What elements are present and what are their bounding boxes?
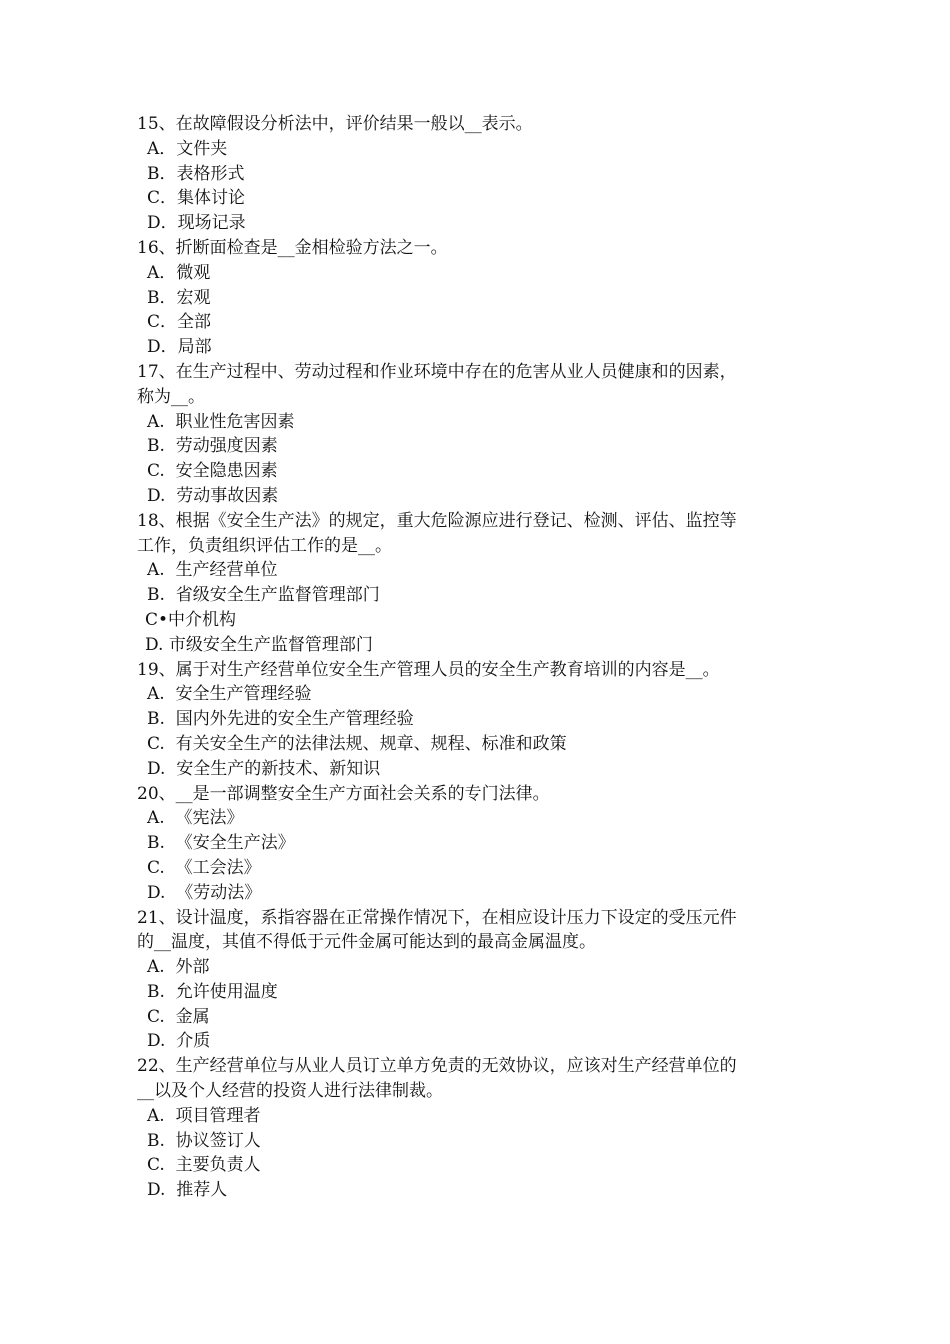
q17-option-d: D. 劳动事故因素 <box>147 485 279 506</box>
q16-option-c: C．全部 <box>147 312 212 333</box>
question-21-stem-line-1: 21、设计温度，系指容器在正常操作情况下，在相应设计压力下设定的受压元件 <box>137 907 737 928</box>
q19-option-d: D. 安全生产的新技术、新知识 <box>147 758 381 779</box>
question-21-stem-line-2: 的__温度，其值不得低于元件金属可能达到的最高金属温度。 <box>137 932 596 953</box>
q17-option-c: C. 安全隐患因素 <box>147 461 278 482</box>
question-18-stem-line-2: 工作，负责组织评估工作的是__。 <box>137 535 392 556</box>
q18-option-d: D. 市级安全生产监督管理部门 <box>145 634 373 655</box>
q15-option-c: C．集体讨论 <box>147 188 246 209</box>
q21-option-d: D. 介质 <box>147 1031 211 1052</box>
q17-option-b: B. 劳动强度因素 <box>147 436 278 457</box>
q22-option-a: A. 项目管理者 <box>147 1105 261 1126</box>
q22-option-b: B. 协议签订人 <box>147 1130 261 1151</box>
q16-option-d: D．局部 <box>147 337 212 358</box>
question-22-stem-line-1: 22、生产经营单位与从业人员订立单方免责的无效协议，应该对生产经营单位的 <box>137 1056 737 1077</box>
q20-option-a: A. 《宪法》 <box>147 808 244 829</box>
q19-option-c: C. 有关安全生产的法律法规、规章、规程、标准和政策 <box>147 733 567 754</box>
q15-option-d: D．现场记录 <box>147 213 246 234</box>
question-18-stem-line-1: 18、根据《安全生产法》的规定，重大危险源应进行登记、检测、评估、监控等 <box>137 510 737 531</box>
q22-option-d: D. 推荐人 <box>147 1180 228 1201</box>
q21-option-a: A. 外部 <box>147 957 210 978</box>
question-17-stem-line-1: 17、在生产过程中、劳动过程和作业环境中存在的危害从业人员健康和的因素， <box>137 361 737 382</box>
q16-option-b: B．宏观 <box>147 287 211 308</box>
q19-option-a: A. 安全生产管理经验 <box>147 684 312 705</box>
question-15-stem: 15、在故障假设分析法中，评价结果一般以__表示。 <box>137 114 533 134</box>
q15-option-a: A．文件夹 <box>147 138 228 159</box>
q21-option-c: C. 金属 <box>147 1006 210 1027</box>
q17-option-a: A. 职业性危害因素 <box>147 411 295 432</box>
question-22-stem-line-2: __以及个人经营的投资人进行法律制裁。 <box>137 1081 443 1102</box>
q16-option-a: A．微观 <box>147 262 211 283</box>
q20-option-c: C. 《工会法》 <box>147 857 261 878</box>
q21-option-b: B. 允许使用温度 <box>147 981 278 1002</box>
q20-option-b: B. 《安全生产法》 <box>147 833 295 854</box>
question-20-stem: 20、__是一部调整安全生产方面社会关系的专门法律。 <box>137 783 550 804</box>
q18-option-a: A. 生产经营单位 <box>147 560 278 581</box>
q18-option-b: B. 省级安全生产监督管理部门 <box>147 585 380 606</box>
question-16-stem: 16、折断面检查是__金相检验方法之一。 <box>137 237 448 258</box>
q22-option-c: C. 主要负责人 <box>147 1155 261 1176</box>
question-19-stem: 19、属于对生产经营单位安全生产管理人员的安全生产教育培训的内容是__。 <box>137 659 720 680</box>
q19-option-b: B. 国内外先进的安全生产管理经验 <box>147 709 414 730</box>
q15-option-b: B．表格形式 <box>147 163 245 184</box>
question-17-stem-line-2: 称为__。 <box>137 386 205 407</box>
q20-option-d: D. 《劳动法》 <box>147 882 262 903</box>
document-body <box>137 112 817 1203</box>
q18-option-c: C•中介机构 <box>145 609 237 630</box>
